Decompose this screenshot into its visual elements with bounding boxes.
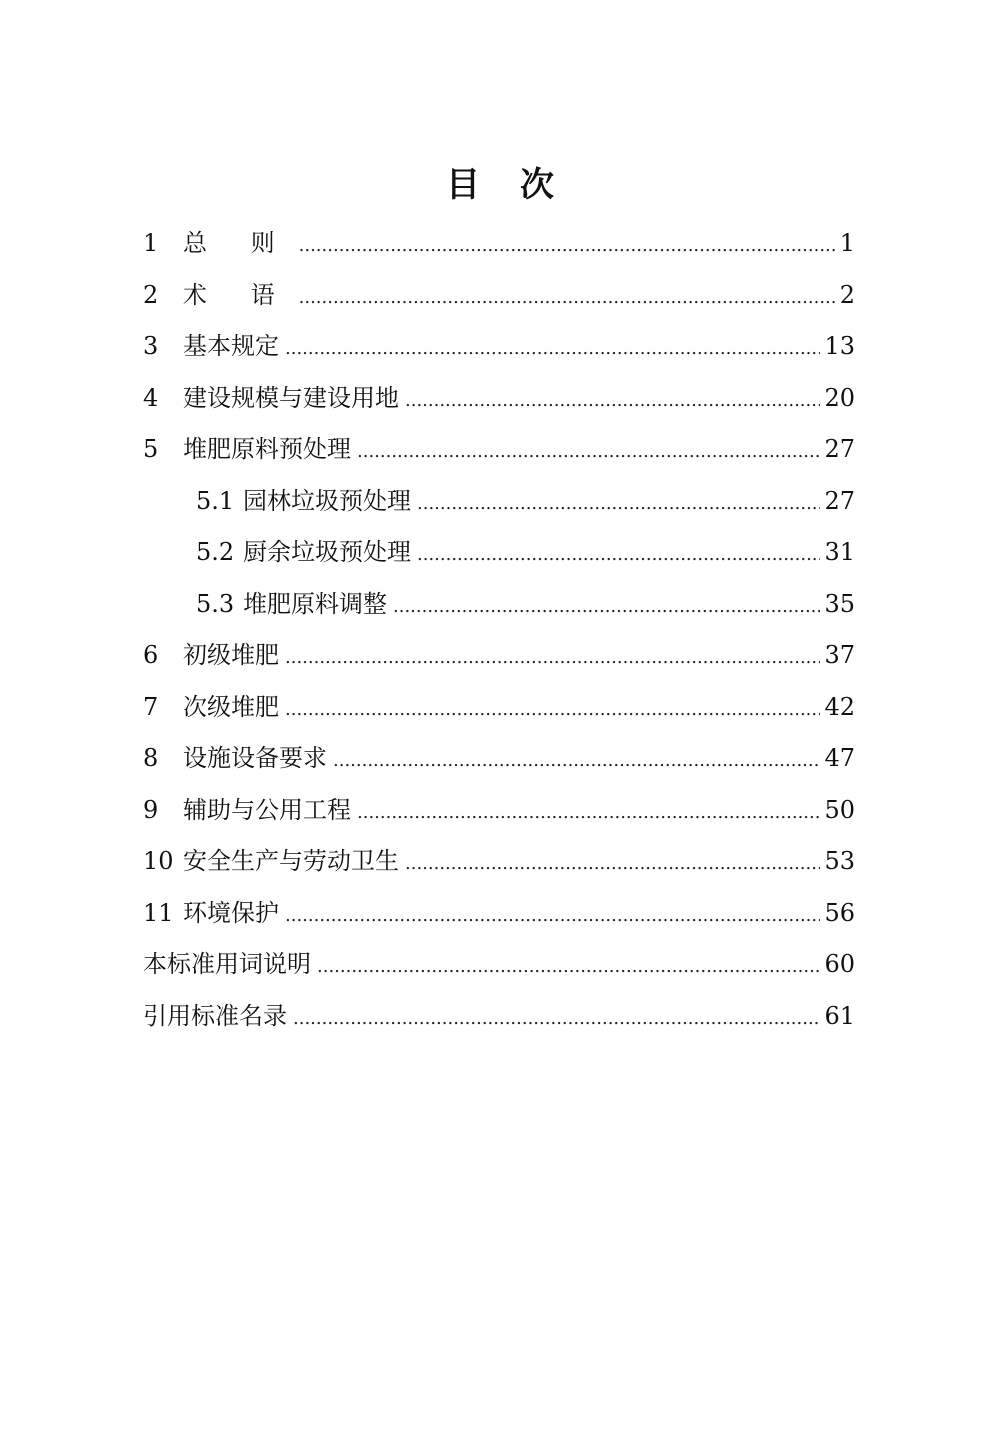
toc-entry-2[interactable] (143, 270, 855, 322)
toc-entry-label: 设施设备要求 (183, 744, 327, 772)
toc-entry-number: 5.2 (196, 538, 235, 566)
toc-entry-number: 11 (143, 898, 174, 927)
toc-entry-label: 园林垃圾预处理 (243, 486, 411, 515)
toc-entry-label: 堆肥原料预处理 (183, 435, 351, 463)
toc-entry-page: 53 (824, 847, 855, 875)
toc-entry-page: 13 (824, 332, 855, 360)
toc-entry-number: 9 (143, 795, 159, 824)
toc-entry-number: 1 (143, 229, 159, 257)
dot-leader (317, 941, 820, 993)
toc-entry-5-3[interactable] (143, 579, 855, 631)
toc-entry-10[interactable] (143, 836, 855, 888)
toc-entry-8[interactable] (143, 733, 855, 785)
table-of-contents (143, 218, 855, 1042)
dot-leader (285, 684, 820, 736)
toc-entry-number: 5.3 (196, 589, 235, 618)
dot-leader (393, 581, 820, 633)
toc-entry-page: 31 (824, 538, 855, 566)
toc-entry-5-2[interactable] (143, 527, 855, 579)
toc-entry-label: 术 语 (183, 280, 293, 309)
toc-entry-page: 61 (824, 1001, 855, 1030)
toc-entry-4[interactable] (143, 373, 855, 425)
toc-entry-11[interactable] (143, 888, 855, 940)
toc-entry-number: 6 (143, 641, 159, 669)
toc-entry-6[interactable] (143, 630, 855, 682)
toc-entry-label: 总 则 (183, 229, 293, 257)
title-char-2: 次 (520, 165, 554, 205)
dot-leader (285, 323, 820, 375)
title-char-1: 目 (446, 165, 480, 205)
toc-entry-3[interactable] (143, 321, 855, 373)
dot-leader (333, 735, 820, 787)
toc-entry-page: 2 (839, 280, 855, 309)
toc-entry-page: 60 (824, 950, 855, 978)
dot-leader (405, 375, 820, 427)
dot-leader (285, 890, 820, 942)
toc-entry-number: 4 (143, 383, 159, 412)
toc-entry-label: 引用标准名录 (143, 1001, 287, 1030)
toc-entry-page: 56 (824, 898, 855, 927)
toc-entry-page: 20 (824, 383, 855, 412)
dot-leader (417, 529, 820, 581)
toc-entry-wording-explanation[interactable] (143, 939, 855, 991)
toc-entry-label: 环境保护 (183, 898, 279, 927)
toc-entry-label: 辅助与公用工程 (183, 795, 351, 824)
toc-entry-7[interactable] (143, 682, 855, 734)
toc-entry-number: 5 (143, 435, 159, 463)
toc-entry-label: 基本规定 (183, 332, 279, 360)
toc-entry-label: 厨余垃圾预处理 (243, 538, 411, 566)
toc-entry-label: 安全生产与劳动卫生 (183, 847, 399, 875)
toc-entry-label: 初级堆肥 (183, 641, 279, 669)
toc-entry-9[interactable] (143, 785, 855, 837)
dot-leader (299, 220, 836, 272)
toc-entry-referenced-standards[interactable] (143, 991, 855, 1043)
toc-entry-1[interactable] (143, 218, 855, 270)
toc-entry-page: 47 (824, 744, 855, 772)
dot-leader (357, 787, 820, 839)
toc-entry-number: 7 (143, 692, 159, 721)
toc-entry-page: 35 (824, 589, 855, 618)
dot-leader (299, 272, 836, 324)
toc-entry-page: 1 (839, 229, 855, 257)
dot-leader (357, 426, 820, 478)
toc-entry-page: 27 (824, 435, 855, 463)
toc-entry-page: 37 (824, 641, 855, 669)
toc-entry-page: 50 (824, 795, 855, 824)
toc-entry-number: 10 (143, 847, 174, 875)
dot-leader (417, 478, 820, 530)
toc-entry-label: 建设规模与建设用地 (183, 383, 399, 412)
toc-entry-number: 2 (143, 280, 159, 309)
toc-entry-number: 5.1 (196, 486, 235, 515)
toc-entry-label: 本标准用词说明 (143, 950, 311, 978)
toc-entry-number: 8 (143, 744, 159, 772)
toc-entry-5-1[interactable] (143, 476, 855, 528)
toc-entry-5[interactable] (143, 424, 855, 476)
dot-leader (285, 632, 820, 684)
dot-leader (293, 993, 820, 1045)
toc-entry-label: 堆肥原料调整 (243, 589, 387, 618)
page-title (0, 160, 1000, 210)
toc-entry-page: 42 (824, 692, 855, 721)
toc-entry-page: 27 (824, 486, 855, 515)
toc-entry-number: 3 (143, 332, 159, 360)
dot-leader (405, 838, 820, 890)
toc-entry-label: 次级堆肥 (183, 692, 279, 721)
